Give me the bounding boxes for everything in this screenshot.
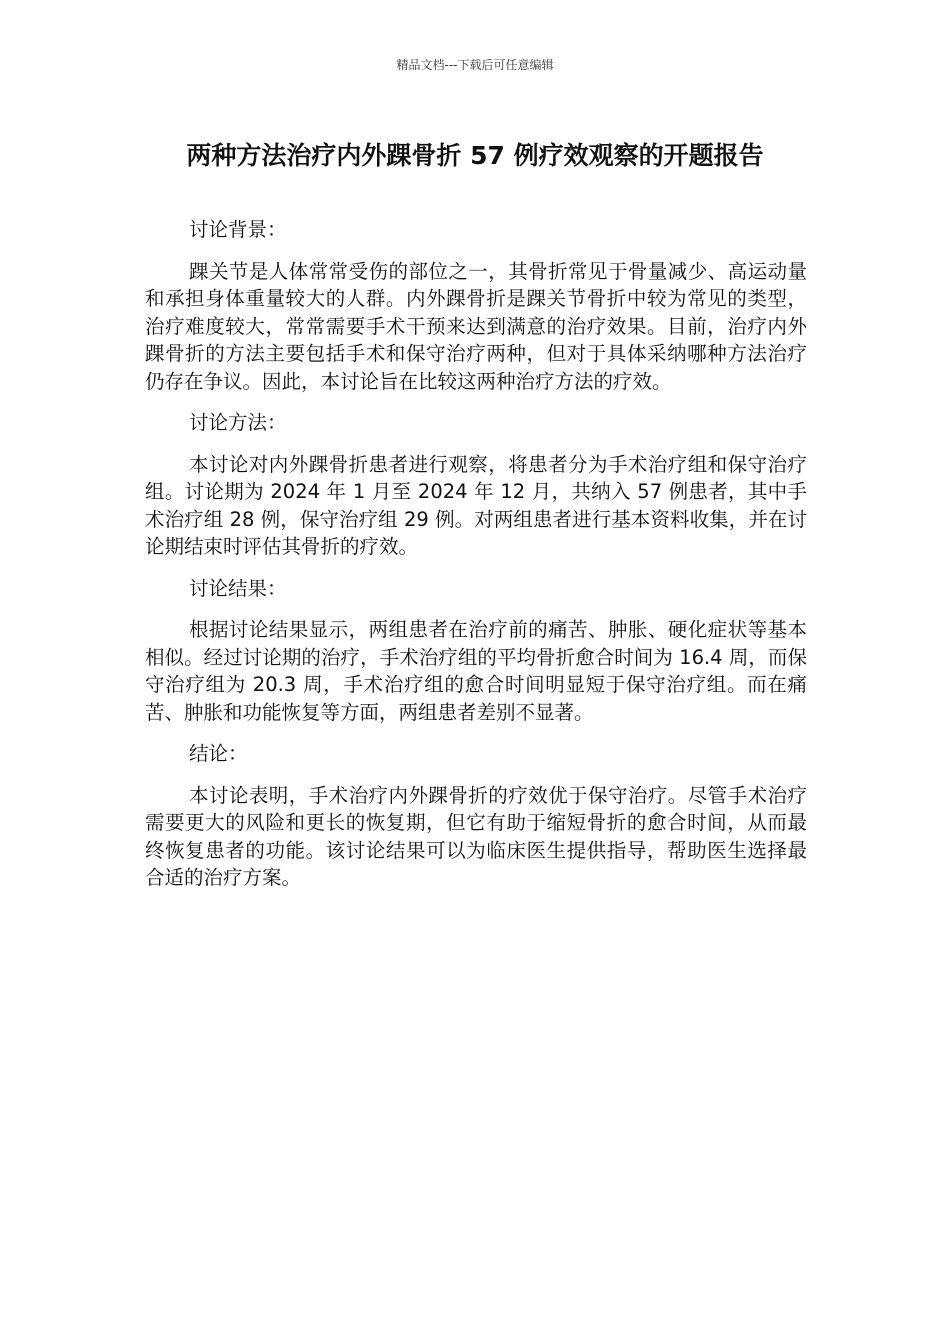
section-heading: 结论： — [189, 742, 248, 765]
section-heading: 讨论结果： — [189, 576, 287, 600]
section-paragraph: 踝关节是人体常常受伤的部位之一，其骨折常见于骨量减少、高运动量和承担身体重量较大的人群。内外踝骨折是踝关节骨折中较为常见的类型，治疗难度较大，常常需要手术干预来达到满意的治疗效果。目前，治疗内外踝骨折的方法主要包括手术和保守治疗两种，但对于具体采纳哪种方法治疗仍存在争议。因此，本讨论旨在比较这两种治疗方法的疗效。 — [145, 259, 807, 393]
section-heading: 讨论背景： — [189, 218, 287, 241]
section-background — [145, 216, 807, 395]
section-heading: 讨论方法： — [189, 411, 287, 434]
document-title: 两种方法治疗内外踝骨折 57 例疗效观察的开题报告 — [186, 141, 764, 170]
section-paragraph: 本讨论表明，手术治疗内外踝骨折的疗效优于保守治疗。尽管手术治疗需要更大的风险和更长的恢复期，但它有助于缩短骨折的愈合时间，从而最终恢复患者的功能。该讨论结果可以为临床医生提供指导，帮助医生选择最合适的治疗方案。 — [145, 783, 807, 889]
section-conclusion — [145, 740, 807, 892]
document-body — [145, 216, 807, 906]
section-paragraph: 根据讨论结果显示，两组患者在治疗前的痛苦、肿胀、硬化症状等基本相似。经过讨论期的治疗，手术治疗组的平均骨折愈合时间为 16.4 周，而保守治疗组为 20.3 周，手术治疗组的愈合时间明显短于保守治疗组。而在痛苦、肿胀和功能恢复等方面，两组患者差别不显著。 — [145, 618, 807, 724]
section-results — [145, 575, 807, 727]
section-paragraph: 本讨论对内外踝骨折患者进行观察，将患者分为手术治疗组和保守治疗组。讨论期为 2024 年 1 月至 2024 年 12 月，共纳入 57 例患者，其中手术治疗组 28 例，保守治疗组 29 例。对两组患者进行基本资料收集，并在讨论期结束时评估其骨折的疗效。 — [145, 452, 807, 558]
page-header: 精品文档---下载后可任意编辑 — [396, 58, 554, 72]
section-methods — [145, 409, 807, 561]
